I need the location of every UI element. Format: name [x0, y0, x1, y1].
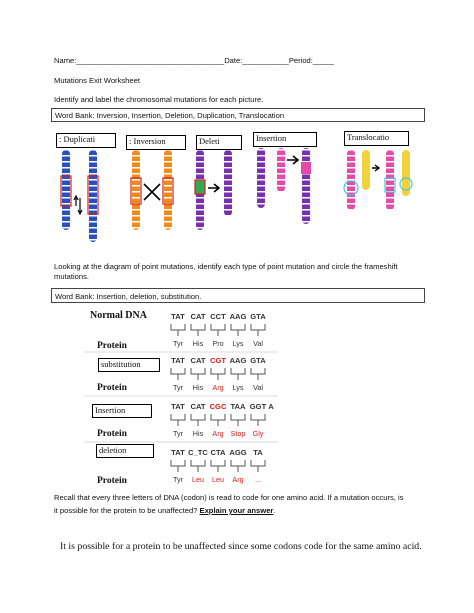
period-blank[interactable]: _____ [312, 56, 335, 65]
dna-codon: GTA [250, 312, 266, 321]
date-label: Date: [224, 56, 243, 65]
codon-bracket [171, 324, 185, 336]
recall-period: . [273, 506, 276, 515]
duplication-chromosomes [61, 150, 98, 242]
instruction-point-line1: Looking at the diagram of point mutations, identify each type of point mutation and circle the frameshift [54, 262, 398, 271]
deletion-chromosomes [195, 150, 232, 230]
amino-acid: Val [253, 339, 263, 348]
recall-line1: Recall that every three letters of DNA (codon) is read to code for one amino acid. If a mutation occurs, is [54, 493, 404, 502]
amino-acid: Gly [252, 429, 264, 438]
dna-codon: CTA [210, 448, 226, 457]
word-bank-chromosomal [51, 108, 425, 122]
amino-acid: His [192, 429, 204, 438]
codon-bracket [251, 324, 265, 336]
dna-codon: C_TC [188, 448, 208, 457]
amino-acid: His [192, 339, 204, 348]
protein-label-row1: Protein [97, 341, 127, 351]
protein-label-row2: Protein [97, 383, 127, 393]
amino-acid: Arg [232, 475, 244, 484]
codon-bracket [191, 368, 205, 380]
codon-bracket [231, 460, 245, 472]
amino-acid: Val [253, 383, 263, 392]
amino-acid: Lys [232, 383, 244, 392]
codon-bracket [211, 324, 225, 336]
codon-bracket [211, 414, 225, 426]
codon-bracket [211, 368, 225, 380]
translocation-chromosomes [344, 150, 412, 210]
protein-label-row4: Protein [97, 476, 127, 486]
name-line [54, 56, 334, 65]
protein-label-row3: Protein [97, 429, 127, 439]
label-substitution: substitution [98, 358, 160, 372]
amino-acid: Tyr [173, 475, 183, 484]
worksheet-title: Mutations Exit Worksheet [54, 76, 140, 85]
codon-bracket [251, 414, 265, 426]
date-blank[interactable]: ___________ [242, 56, 289, 65]
dna-codon: A [268, 402, 274, 411]
dna-codon: CAT [190, 312, 206, 321]
instruction-point-line2: mutations. [54, 272, 90, 281]
codon-bracket [191, 460, 205, 472]
explain-answer: Explain your answer [199, 506, 274, 515]
dna-codon: TAT [171, 356, 185, 365]
dna-codon: TAT [171, 448, 185, 457]
dna-codon: TAA [230, 402, 246, 411]
dna-codon: GGT [249, 402, 267, 411]
amino-acid: Tyr [173, 429, 183, 438]
label-insertion-point: Insertion [92, 404, 152, 418]
codon-bracket [191, 414, 205, 426]
inversion-chromosomes [131, 150, 173, 230]
amino-acid: Pro [212, 339, 224, 348]
name-blank[interactable]: ___________________________________ [76, 56, 225, 65]
normal-dna-label: Normal DNA [90, 310, 147, 321]
label-duplication: : Duplicati [56, 133, 116, 148]
label-inversion: : Inversion [126, 135, 186, 150]
dna-codon: TAT [171, 402, 185, 411]
dna-codon: CGC [209, 402, 227, 411]
codon-bracket [211, 460, 225, 472]
answer-text[interactable]: It is possible for a protein to be unaffected since some codons code for the same amino acid. [60, 541, 422, 552]
amino-acid: ... [255, 475, 261, 484]
label-deletion-point: deletion [96, 444, 154, 458]
codon-bracket [231, 414, 245, 426]
word-bank-chromosomal-text: Word Bank: Inversion, Insertion, Deletion, Duplication, Translocation [55, 111, 285, 120]
dna-codon: TA [253, 448, 263, 457]
dna-codon: CCT [210, 312, 226, 321]
instruction-chromosomal: Identify and label the chromosomal mutations for each picture. [54, 95, 264, 104]
codon-bracket [231, 368, 245, 380]
amino-acid: Tyr [173, 383, 183, 392]
dna-codon: AAG [229, 356, 247, 365]
recall-line2 [54, 506, 276, 515]
codon-bracket [171, 368, 185, 380]
dna-codon: CAT [190, 402, 206, 411]
dna-codon: GTA [250, 356, 266, 365]
amino-acid: Stop [230, 429, 246, 438]
amino-acid: Arg [212, 429, 224, 438]
label-translocation: Translocatio [344, 131, 409, 146]
amino-acid: Leu [212, 475, 224, 484]
word-bank-point [51, 288, 425, 303]
codon-bracket [191, 324, 205, 336]
codon-bracket [251, 460, 265, 472]
dna-codon: CGT [209, 356, 227, 365]
dna-codon: TAT [171, 312, 185, 321]
codon-bracket [171, 460, 185, 472]
dna-codon: AGG [229, 448, 247, 457]
codon-bracket [231, 324, 245, 336]
dna-codon: AAG [229, 312, 247, 321]
point-mutation-figure [84, 308, 278, 512]
amino-acid: Tyr [173, 339, 183, 348]
recall-question: it possible for the protein to be unaffected? [54, 506, 200, 515]
label-insertion: Insertion [253, 132, 317, 147]
codon-bracket [171, 414, 185, 426]
insertion-chromosomes [257, 148, 311, 224]
amino-acid: Arg [212, 383, 224, 392]
dna-codon: CAT [190, 356, 206, 365]
amino-acid: His [192, 383, 204, 392]
amino-acid: Lys [232, 339, 244, 348]
name-label: Name: [54, 56, 77, 65]
amino-acid: Leu [192, 475, 204, 484]
word-bank-point-text: Word Bank: Insertion, deletion, substitution. [55, 292, 202, 301]
period-label: Period: [288, 56, 313, 65]
codon-bracket [251, 368, 265, 380]
label-deletion: Deleti [196, 135, 242, 150]
